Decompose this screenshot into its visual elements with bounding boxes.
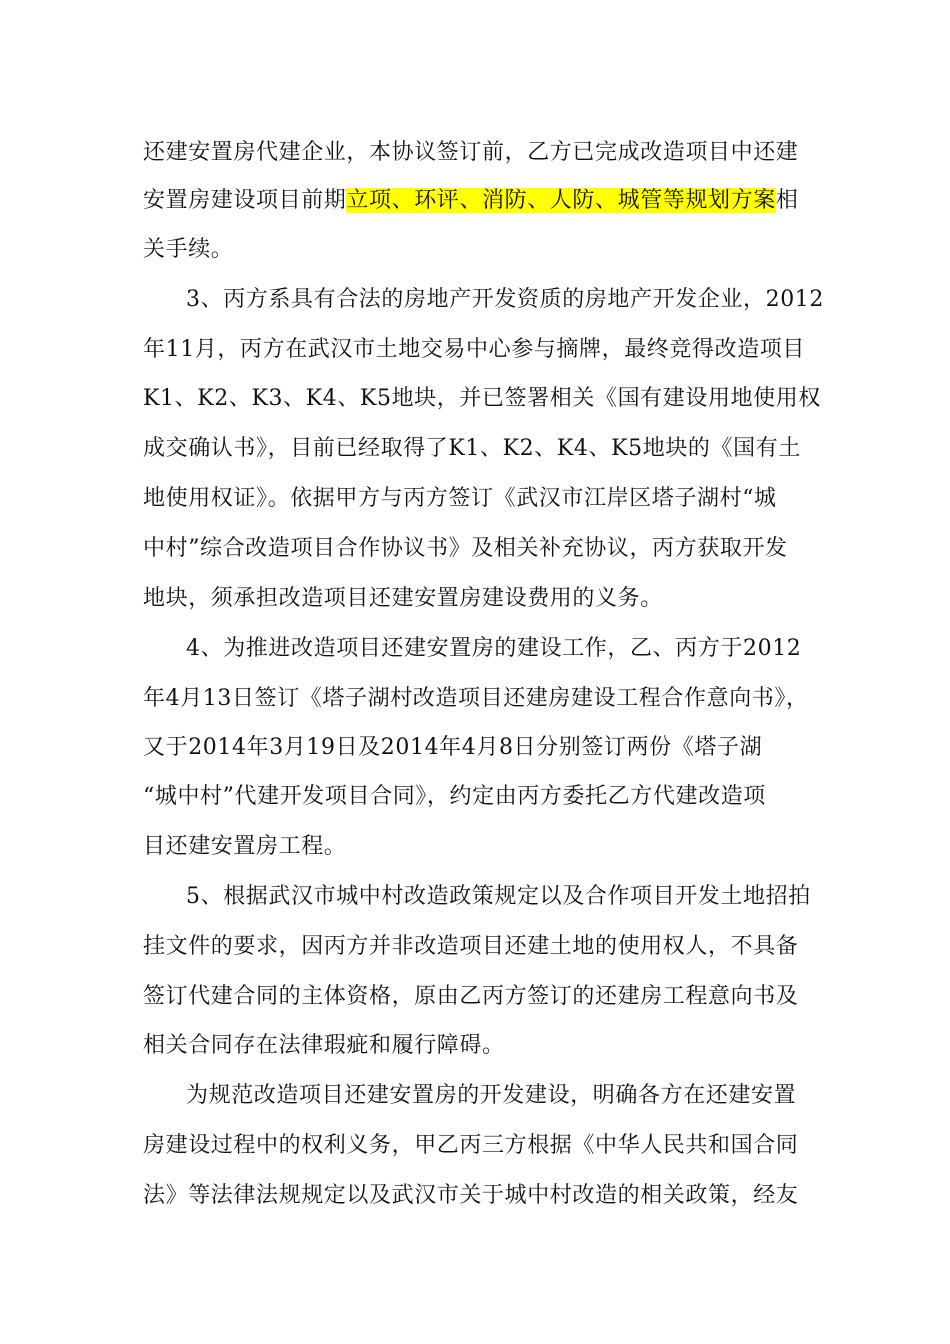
paragraph-start-line: 为规范改造项目还建安置房的开发建设，明确各方在还建安置 [186, 1083, 797, 1108]
text-line: 成交确认书》，目前已经取得了K1、K2、K4、K5地块的《国有土 [143, 436, 801, 461]
text-line: 关手续。 [143, 237, 234, 262]
text-line: 还建安置房代建企业，本协议签订前，乙方已完成改造项目中还建 [143, 140, 799, 165]
text-segment: 安置房建设项目前期 [143, 188, 347, 213]
text-line: “城中村”代建开发项目合同》，约定由丙方委托乙方代建改造项 [143, 784, 766, 809]
paragraph-start-line: 4、为推进改造项目还建安置房的建设工作，乙、丙方于2012 [186, 636, 802, 661]
text-line: 房建设过程中的权利义务，甲乙丙三方根据《中华人民共和国合同 [143, 1133, 799, 1158]
text-line: 地使用权证》。依据甲方与丙方签订《武汉市江岸区塔子湖村“城 [143, 486, 777, 511]
text-line: K1、K2、K3、K4、K5地块，并已签署相关《国有建设用地使用权 [143, 386, 821, 411]
text-line: 年11月，丙方在武汉市土地交易中心参与摘牌，最终竞得改造项目 [143, 337, 805, 362]
paragraph-start-line: 3、丙方系具有合法的房地产开发资质的房地产开发企业，2012 [186, 287, 824, 312]
text-line: 签订代建合同的主体资格，原由乙丙方签订的还建房工程意向书及 [143, 984, 799, 1009]
text-line: 法》等法律法规规定以及武汉市关于城中村改造的相关政策，经友 [143, 1183, 799, 1208]
highlighted-text: 立项、环评、消防、人防、城管等规划方案 [346, 188, 776, 213]
text-line: 地块，须承担改造项目还建安置房建设费用的义务。 [143, 586, 663, 611]
text-line: 目还建安置房工程。 [143, 834, 347, 859]
text-line: 中村”综合改造项目合作协议书》及相关补充协议，丙方获取开发 [143, 536, 788, 561]
paragraph-start-line: 5、根据武汉市城中村改造政策规定以及合作项目开发土地招拍 [186, 884, 811, 909]
text-line: 又于2014年3月19日及2014年4月8日分别签订两份《塔子湖 [143, 735, 763, 760]
text-line: 挂文件的要求，因丙方并非改造项目还建土地的使用权人，不具备 [143, 934, 799, 959]
text-line: 年4月13日签订《塔子湖村改造项目还建房建设工程合作意向书》， [143, 686, 809, 711]
text-line [143, 186, 798, 216]
text-segment: 相 [775, 188, 799, 213]
text-line: 相关合同存在法律瑕疵和履行障碍。 [143, 1033, 505, 1058]
